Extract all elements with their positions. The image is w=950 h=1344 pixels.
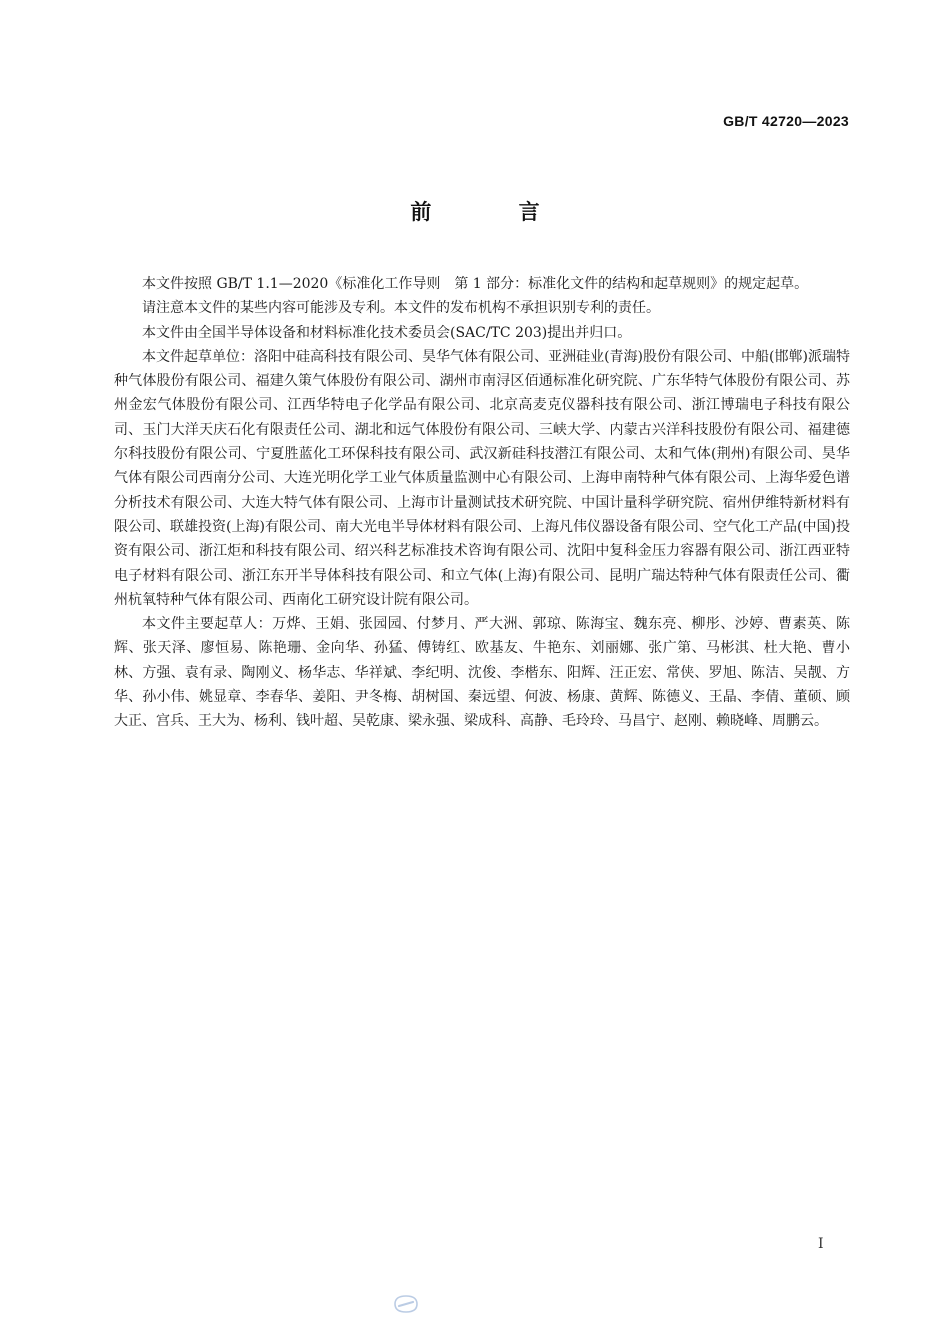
paragraph-drafting-rules: 本文件按照 GB/T 1.1—2020《标准化工作导则 第 1 部分：标准化文件的结构和起草规则》的规定起草。	[142, 276, 809, 292]
section-title: 前 言	[410, 200, 580, 224]
paragraph-drafting-units: 本文件起草单位：洛阳中硅高科技有限公司、昊华气体有限公司、亚洲硅业(青海)股份有限公司、中船(邯郸)派瑞特种气体股份有限公司、福建久策气体股份有限公司、湖州市南浔区佰通标准化研究院、广东华特气体股份有限公司、苏州金宏气体股份有限公司、江西华特电子化学品有限公司、北京高麦克仪器科技有限公司、浙江博瑞电子科技有限公司、玉门大洋天庆石化有限责任公司、湖北和远气体股份有限公司、三峡大学、内蒙古兴洋科技股份有限公司、福建德尔科技股份有限公司、宁夏胜蓝化工环保科技有限公司、武汉新硅科技潜江有限公司、太和气体(荆州)有限公司、昊华气体有限公司西南分公司、大连光明化学工业气体质量监测中心有限公司、上海申南特种气体有限公司、上海华爱色谱分析技术有限公司、大连大特气体有限公司、上海市计量测试技术研究院、中国计量科学研究院、宿州伊维特新材料有限公司、联雄投资(上海)有限公司、南大光电半导体材料有限公司、上海凡伟仪器设备有限公司、空气化工产品(中国)投资有限公司、浙江炬和科技有限公司、绍兴科艺标准技术咨询有限公司、沈阳中复科金压力容器有限公司、浙江西亚特电子材料有限公司、浙江东开半导体科技有限公司、和立气体(上海)有限公司、昆明广瑞达特种气体有限责任公司、衢州杭氧特种气体有限公司、西南化工研究设计院有限公司。	[114, 348, 850, 608]
page-number: I	[818, 1236, 824, 1252]
paragraph-proposer: 本文件由全国半导体设备和材料标准化技术委员会(SAC/TC 203)提出并归口。	[142, 324, 632, 341]
standard-number: GB/T 42720—2023	[723, 113, 849, 129]
paragraph-patent-notice: 请注意本文件的某些内容可能涉及专利。本文件的发布机构不承担识别专利的责任。	[142, 300, 660, 317]
sac-logo-icon	[392, 1294, 420, 1314]
paragraph-drafters: 本文件主要起草人：万烨、王娟、张园园、付梦月、严大洲、郭琼、陈海宝、魏东亮、柳彤、沙婷、曹素英、陈辉、张天泽、廖恒易、陈艳珊、金向华、孙猛、傅铸红、欧基友、牛艳东、刘丽娜、张广第、马彬淇、杜大艳、曹小林、方强、袁有录、陶刚义、杨华志、华祥斌、李纪明、沈俊、李楷东、阳辉、汪正宏、常侠、罗旭、陈洁、吴靓、方华、孙小伟、姚显章、李春华、姜阳、尹冬梅、胡树国、秦远望、何波、杨康、黄辉、陈德义、王晶、李倩、董硕、顾大正、宫兵、王大为、杨利、钱叶超、吴乾康、梁永强、梁成科、高静、毛玲玲、马昌宁、赵刚、赖晓峰、周鹏云。	[114, 616, 850, 730]
foreword-body	[114, 272, 850, 734]
